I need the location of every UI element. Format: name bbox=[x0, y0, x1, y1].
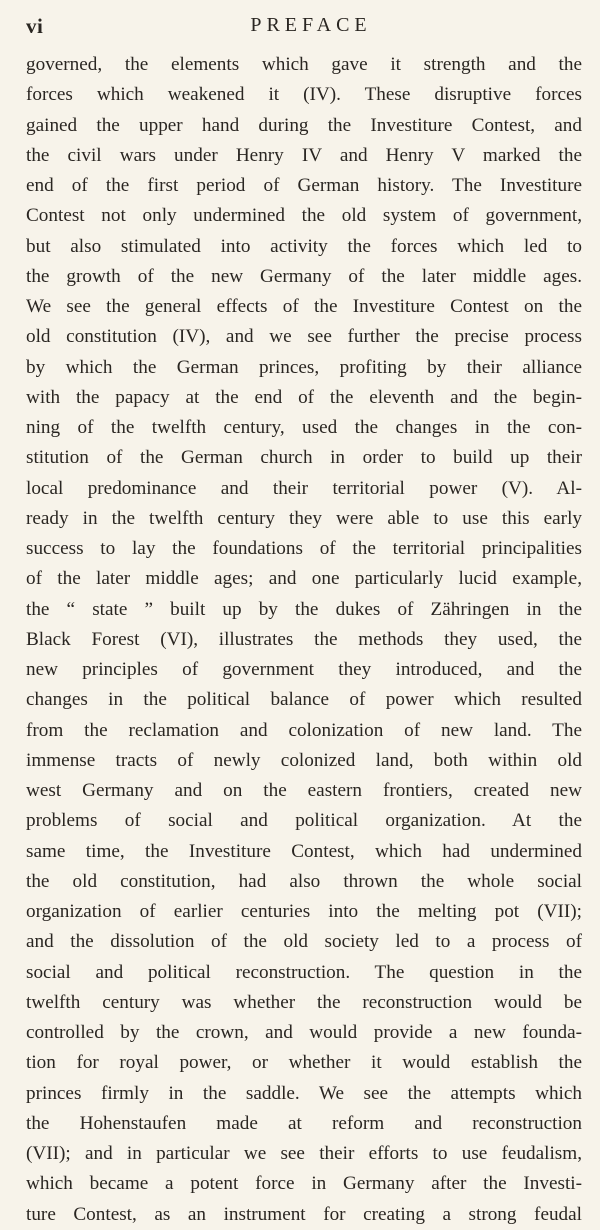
text-line: the old constitution, had also thrown the whole social bbox=[26, 870, 582, 892]
text-line: success to lay the foundations of the territorial principalities bbox=[26, 538, 582, 559]
text-line: immense tracts of newly colonized land, both within old bbox=[26, 749, 582, 771]
text-line: ture Contest, as an instrument for creating a strong feudal bbox=[26, 1203, 582, 1225]
text-line: new principles of government they introduced, and the bbox=[26, 659, 582, 680]
text-line: ready in the twelfth century they were able to use this early bbox=[26, 507, 582, 529]
text-line: stitution of the German church in order to build up their bbox=[26, 447, 582, 469]
text-line: forces which weakened it (IV). These disruptive forces bbox=[26, 84, 582, 106]
text-line: Contest not only undermined the old system of government, bbox=[26, 205, 582, 227]
text-line: governed, the elements which gave it strength and the bbox=[26, 54, 582, 75]
text-line: (VII); and in particular we see their efforts to use feudalism, bbox=[26, 1143, 582, 1164]
text-line: with the papacy at the end of the eleventh and the begin- bbox=[26, 386, 582, 408]
text-line: by which the German princes, profiting by their alliance bbox=[26, 356, 582, 378]
text-line: Black Forest (VI), illustrates the methods they used, the bbox=[26, 628, 582, 650]
text-line: the “ state ” built up by the dukes of Zähringen in the bbox=[26, 598, 582, 620]
text-line: We see the general effects of the Investiture Contest on the bbox=[26, 296, 582, 317]
text-line: which became a potent force in Germany after the Investi- bbox=[26, 1173, 582, 1195]
text-line: problems of social and political organization. At the bbox=[26, 810, 582, 832]
text-line: ning of the twelfth century, used the changes in the con- bbox=[26, 417, 582, 438]
text-line: the civil wars under Henry IV and Henry V marked the bbox=[26, 144, 582, 166]
body-text bbox=[26, 50, 582, 1230]
text-line: tion for royal power, or whether it would establish the bbox=[26, 1052, 582, 1074]
text-line: twelfth century was whether the reconstruction would be bbox=[26, 991, 582, 1013]
text-line: but also stimulated into activity the forces which led to bbox=[26, 235, 582, 257]
text-line: same time, the Investiture Contest, which had undermined bbox=[26, 840, 582, 862]
text-line: from the reclamation and colonization of new land. The bbox=[26, 719, 582, 741]
text-line: and the dissolution of the old society led to a process of bbox=[26, 931, 582, 953]
text-line: west Germany and on the eastern frontiers, created new bbox=[26, 780, 582, 801]
text-line: changes in the political balance of power which resulted bbox=[26, 689, 582, 711]
text-line: organization of earlier centuries into the melting pot (VII); bbox=[26, 901, 582, 922]
running-head: PREFACE bbox=[250, 14, 372, 36]
text-line: the growth of the new Germany of the later middle ages. bbox=[26, 265, 582, 287]
text-line: end of the first period of German history. The Investiture bbox=[26, 175, 582, 196]
text-line: gained the upper hand during the Investiture Contest, and bbox=[26, 114, 582, 136]
text-line: the Hohenstaufen made at reform and reconstruction bbox=[26, 1112, 582, 1134]
text-line: princes firmly in the saddle. We see the attempts which bbox=[26, 1082, 582, 1104]
text-line: of the later middle ages; and one particularly lucid example, bbox=[26, 568, 582, 590]
text-line: old constitution (IV), and we see further the precise process bbox=[26, 326, 582, 348]
text-line: controlled by the crown, and would provide a new founda- bbox=[26, 1022, 582, 1043]
text-line: social and political reconstruction. The question in the bbox=[26, 961, 582, 983]
page-number: vi bbox=[26, 14, 44, 38]
page-header bbox=[26, 10, 582, 42]
text-line: local predominance and their territorial power (V). Al- bbox=[26, 477, 582, 499]
